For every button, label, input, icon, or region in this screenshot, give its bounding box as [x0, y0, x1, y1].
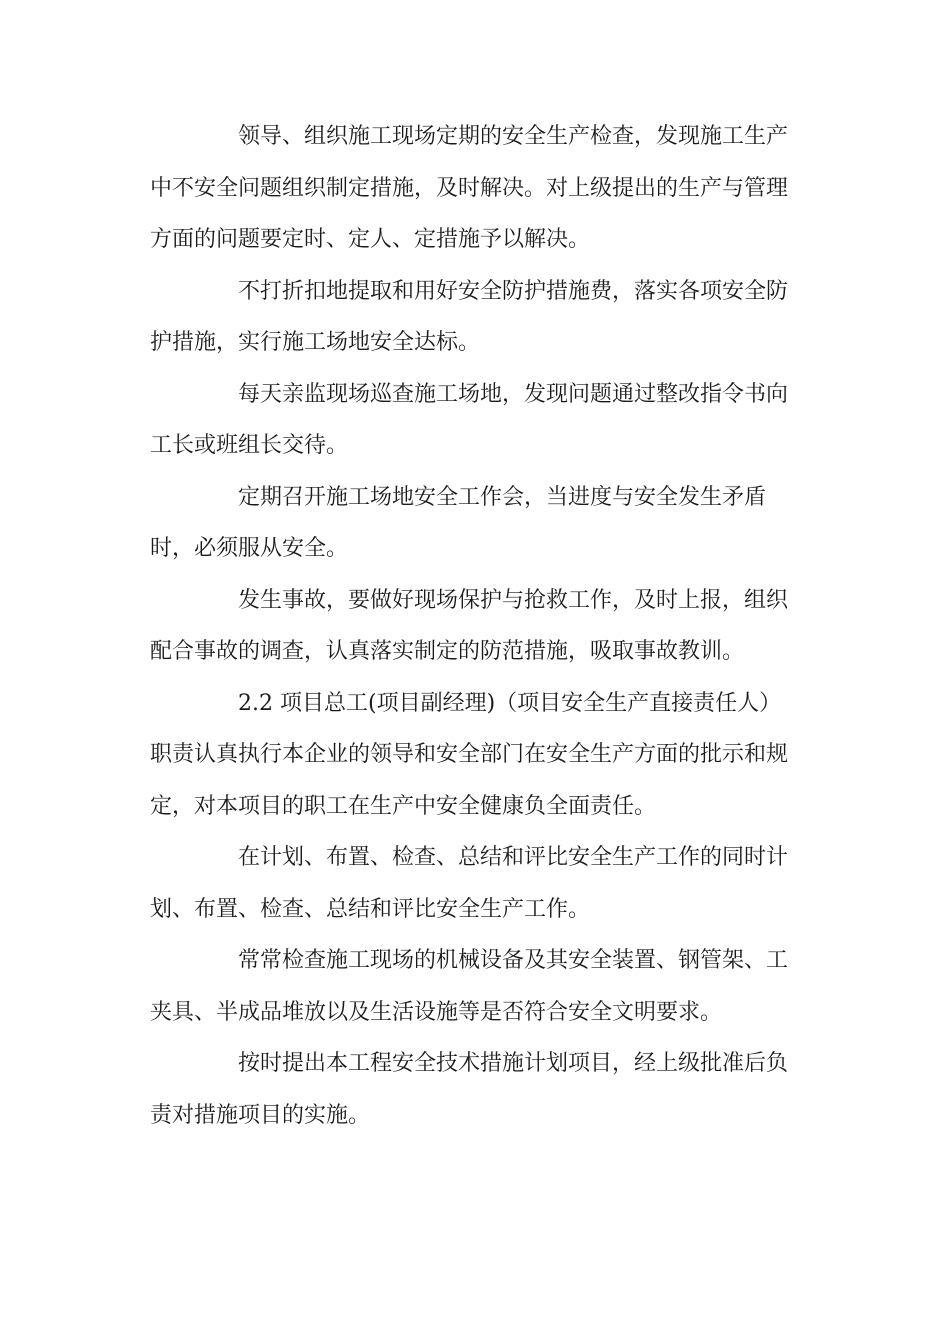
paragraph-line: 发生事故，要做好现场保护与抢救工作，及时上报，组织 — [238, 587, 789, 613]
section-heading-line: 2.2 项目总工(项目副经理)（项目安全生产直接责任人） — [238, 690, 782, 716]
paragraph-line: 常常检查施工现场的机械设备及其安全装置、钢管架、工 — [238, 948, 789, 973]
paragraph-line: 工长或班组长交待。 — [150, 433, 349, 458]
paragraph-line: 方面的问题要定时、定人、定措施予以解决。 — [150, 227, 591, 252]
paragraph-line: 责对措施项目的实施。 — [150, 1102, 371, 1128]
paragraph-line: 时，必须服从安全。 — [150, 536, 349, 561]
paragraph-line: 夹具、半成品堆放以及生活设施等是否符合安全文明要求。 — [150, 999, 723, 1025]
paragraph-line: 定期召开施工场地安全工作会，当进度与安全发生矛盾 — [238, 484, 767, 510]
paragraph-line: 定，对本项目的职工在生产中安全健康负全面责任。 — [150, 793, 657, 819]
paragraph-line: 领导、组织施工现场定期的安全生产检查，发现施工生产 — [238, 124, 789, 149]
paragraph-line: 中不安全问题组织制定措施，及时解决。对上级提出的生产与管理 — [150, 175, 789, 201]
paragraph-line: 划、布置、检查、总结和评比安全生产工作。 — [150, 896, 591, 922]
paragraph-line: 在计划、布置、检查、总结和评比安全生产工作的同时计 — [238, 845, 789, 870]
paragraph-line: 按时提出本工程安全技术措施计划项目，经上级批准后负 — [238, 1051, 789, 1076]
paragraph-line: 职责认真执行本企业的领导和安全部门在安全生产方面的批示和规 — [150, 742, 789, 767]
paragraph-line: 配合事故的调查，认真落实制定的防范措施，吸取事故教训。 — [150, 639, 745, 664]
paragraph-line: 不打折扣地提取和用好安全防护措施费，落实各项安全防 — [238, 278, 789, 304]
paragraph-line: 护措施，实行施工场地安全达标。 — [150, 330, 481, 355]
paragraph-line: 每天亲监现场巡查施工场地，发现问题通过整改指令书向 — [238, 381, 789, 407]
document-body — [150, 111, 810, 1141]
